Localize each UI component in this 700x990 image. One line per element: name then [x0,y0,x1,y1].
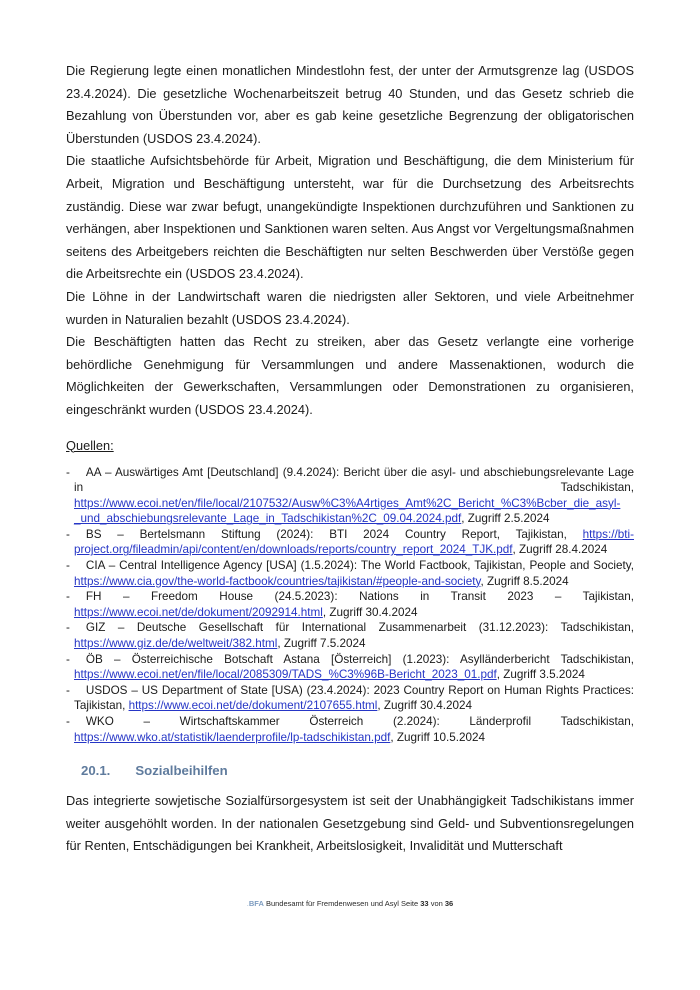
source-item [66,620,634,651]
source-link[interactable]: https://www.ecoi.net/en/file/local/2107532/Ausw%C3%A4rtiges_Amt%2C_Bericht_%C3%Bcber_die_asyl-_und_abschiebungsrelevante_Lage_in_Tadschikistan%2C_09.04.2024.pdf [74,496,621,526]
source-item [66,527,634,558]
source-item [66,589,634,620]
source-text: , Zugriff 8.5.2024 [480,574,569,588]
section-title: Sozialbeihilfen [135,763,228,779]
source-link[interactable]: https://www.ecoi.net/de/dokument/2107655.html [128,699,378,713]
source-text: FH – Freedom House (24.5.2023): Nations in Transit 2023 – Tajikistan, [85,590,634,604]
list-dash: - [66,652,70,666]
body-paragraphs [66,60,634,422]
source-item [66,683,634,714]
page-footer [0,899,700,909]
source-text: ÖB – Österreichische Botschaft Astana [Österreich] (1.2023): Asylländerbericht Tadschikistan, [85,652,634,666]
source-text: , Zugriff 2.5.2024 [461,512,550,526]
source-item [66,714,634,745]
source-link[interactable]: https://www.wko.at/statistik/laenderprofile/lp-tadschikistan.pdf [74,730,391,744]
source-text: AA – Auswärtiges Amt [Deutschland] (9.4.2024): Bericht über die asyl- und abschiebungsrelevante Lage in Tadschikistan, [74,465,634,495]
source-link[interactable]: https://www.ecoi.net/en/file/local/2085309/TADS_%C3%96B-Bericht_2023_01.pdf [74,668,497,682]
source-text: , Zugriff 28.4.2024 [512,543,608,557]
paragraph: Die staatliche Aufsichtsbehörde für Arbeit, Migration und Beschäftigung, die dem Ministerium für Arbeit, Migration und Beschäftigung untersteht, war für die Durchsetzung des Arbeitsrechts zuständig. Diese war zwar befugt, unangekündigte Inspektionen durchzuführen und Sanktionen zu verhängen, aber Inspektionen und Sanktionen waren selten. Aus Angst vor Vergeltungsmaßnahmen seitens des Arbeitgebers reichten die Beschäftigten nur selten Beschwerden über Verstöße gegen die Arbeitsrechte ein (USDOS 23.4.2024). [66,153,634,282]
source-item [66,465,634,527]
section-heading [66,761,634,781]
source-item [66,558,634,589]
source-link[interactable]: https://bti-project.org/fileadmin/api/content/en/downloads/reports/country_report_2024_TJK.pdf [74,527,634,557]
source-text: USDOS – US Department of State [USA) (23.4.2024): 2023 Country Report on Human Rights Practices: Tajikistan, [74,683,634,713]
footer-office-name: Bundesamt für Fremdenwesen und Asyl [265,899,399,908]
paragraph: Die Regierung legte einen monatlichen Mindestlohn fest, der unter der Armutsgrenze lag (USDOS 23.4.2024). Die gesetzliche Wochenarbeitszeit betrug 40 Stunden, und das Gesetz schrieb die Bezahlung von Überstunden vor, aber es gab keine gesetzliche Begrenzung der obligatorischen Überstunden (USDOS 23.4.2024). [66,63,634,146]
list-dash: - [66,590,70,604]
source-item [66,652,634,683]
source-link[interactable]: https://www.giz.de/de/weltweit/382.html [74,637,278,651]
list-dash: - [66,621,70,635]
bfa-logo: BFA [248,899,264,908]
source-text: , Zugriff 30.4.2024 [322,605,418,619]
paragraph: Die Löhne in der Landwirtschaft waren die niedrigsten aller Sektoren, und viele Arbeitnehmer wurden in Naturalien bezahlt (USDOS 23.4.2024). [66,288,634,327]
source-text: , Zugriff 10.5.2024 [390,730,486,744]
source-link[interactable]: https://www.ecoi.net/de/dokument/2092914.html [74,605,323,619]
footer-page-total: 36 [444,899,454,908]
source-text: , Zugriff 3.5.2024 [496,668,585,682]
source-text: CIA – Central Intelligence Agency [USA] (1.5.2024): The World Factbook, Tajikistan, People and Society, [85,559,634,573]
section-paragraphs [66,790,634,858]
paragraph: Die Beschäftigten hatten das Recht zu streiken, aber das Gesetz verlangte eine vorherige behördliche Genehmigung für Versammlungen und andere Massenaktionen, wodurch die Möglichkeiten der Gewerkschaften, Versammlungen oder Demonstrationen zu organisieren, eingeschränkt wurden (USDOS 23.4.2024). [66,334,634,417]
source-text: BS – Bertelsmann Stiftung (2024): BTI 2024 Country Report, Tajikistan, [85,527,583,541]
list-dash: - [66,683,70,697]
source-text: , Zugriff 30.4.2024 [377,699,473,713]
section-number: 20.1. [81,763,111,779]
sources-list [66,465,634,746]
footer-page-number: 33 [420,899,429,908]
list-dash: - [66,559,70,573]
footer-of-word: von [430,899,443,908]
bfa-logo-dot: . [246,899,249,908]
sources-heading: Quellen: [66,437,114,453]
source-link[interactable]: https://www.cia.gov/the-world-factbook/countries/tajikistan/#people-and-society [74,574,481,588]
list-dash: - [66,715,70,728]
footer-page-word: Seite [401,899,419,908]
source-text: WKO – Wirtschaftskammer Österreich (2.2024): Länderprofil Tadschikistan, [85,715,634,728]
source-text: GIZ – Deutsche Gesellschaft für International Zusammenarbeit (31.12.2023): Tadschikistan, [85,621,634,635]
source-text: , Zugriff 7.5.2024 [277,637,366,651]
page-content [66,60,634,858]
list-dash: - [66,465,70,479]
list-dash: - [66,527,70,541]
paragraph: Das integrierte sowjetische Sozialfürsorgesystem ist seit der Unabhängigkeit Tadschikistans immer weiter ausgehöhlt worden. In der nationalen Gesetzgebung sind Geld- und Subventionsregelungen für Renten, Entschädigungen bei Krankheit, Arbeitslosigkeit, Invalidität und Mutterschaft [66,793,634,854]
